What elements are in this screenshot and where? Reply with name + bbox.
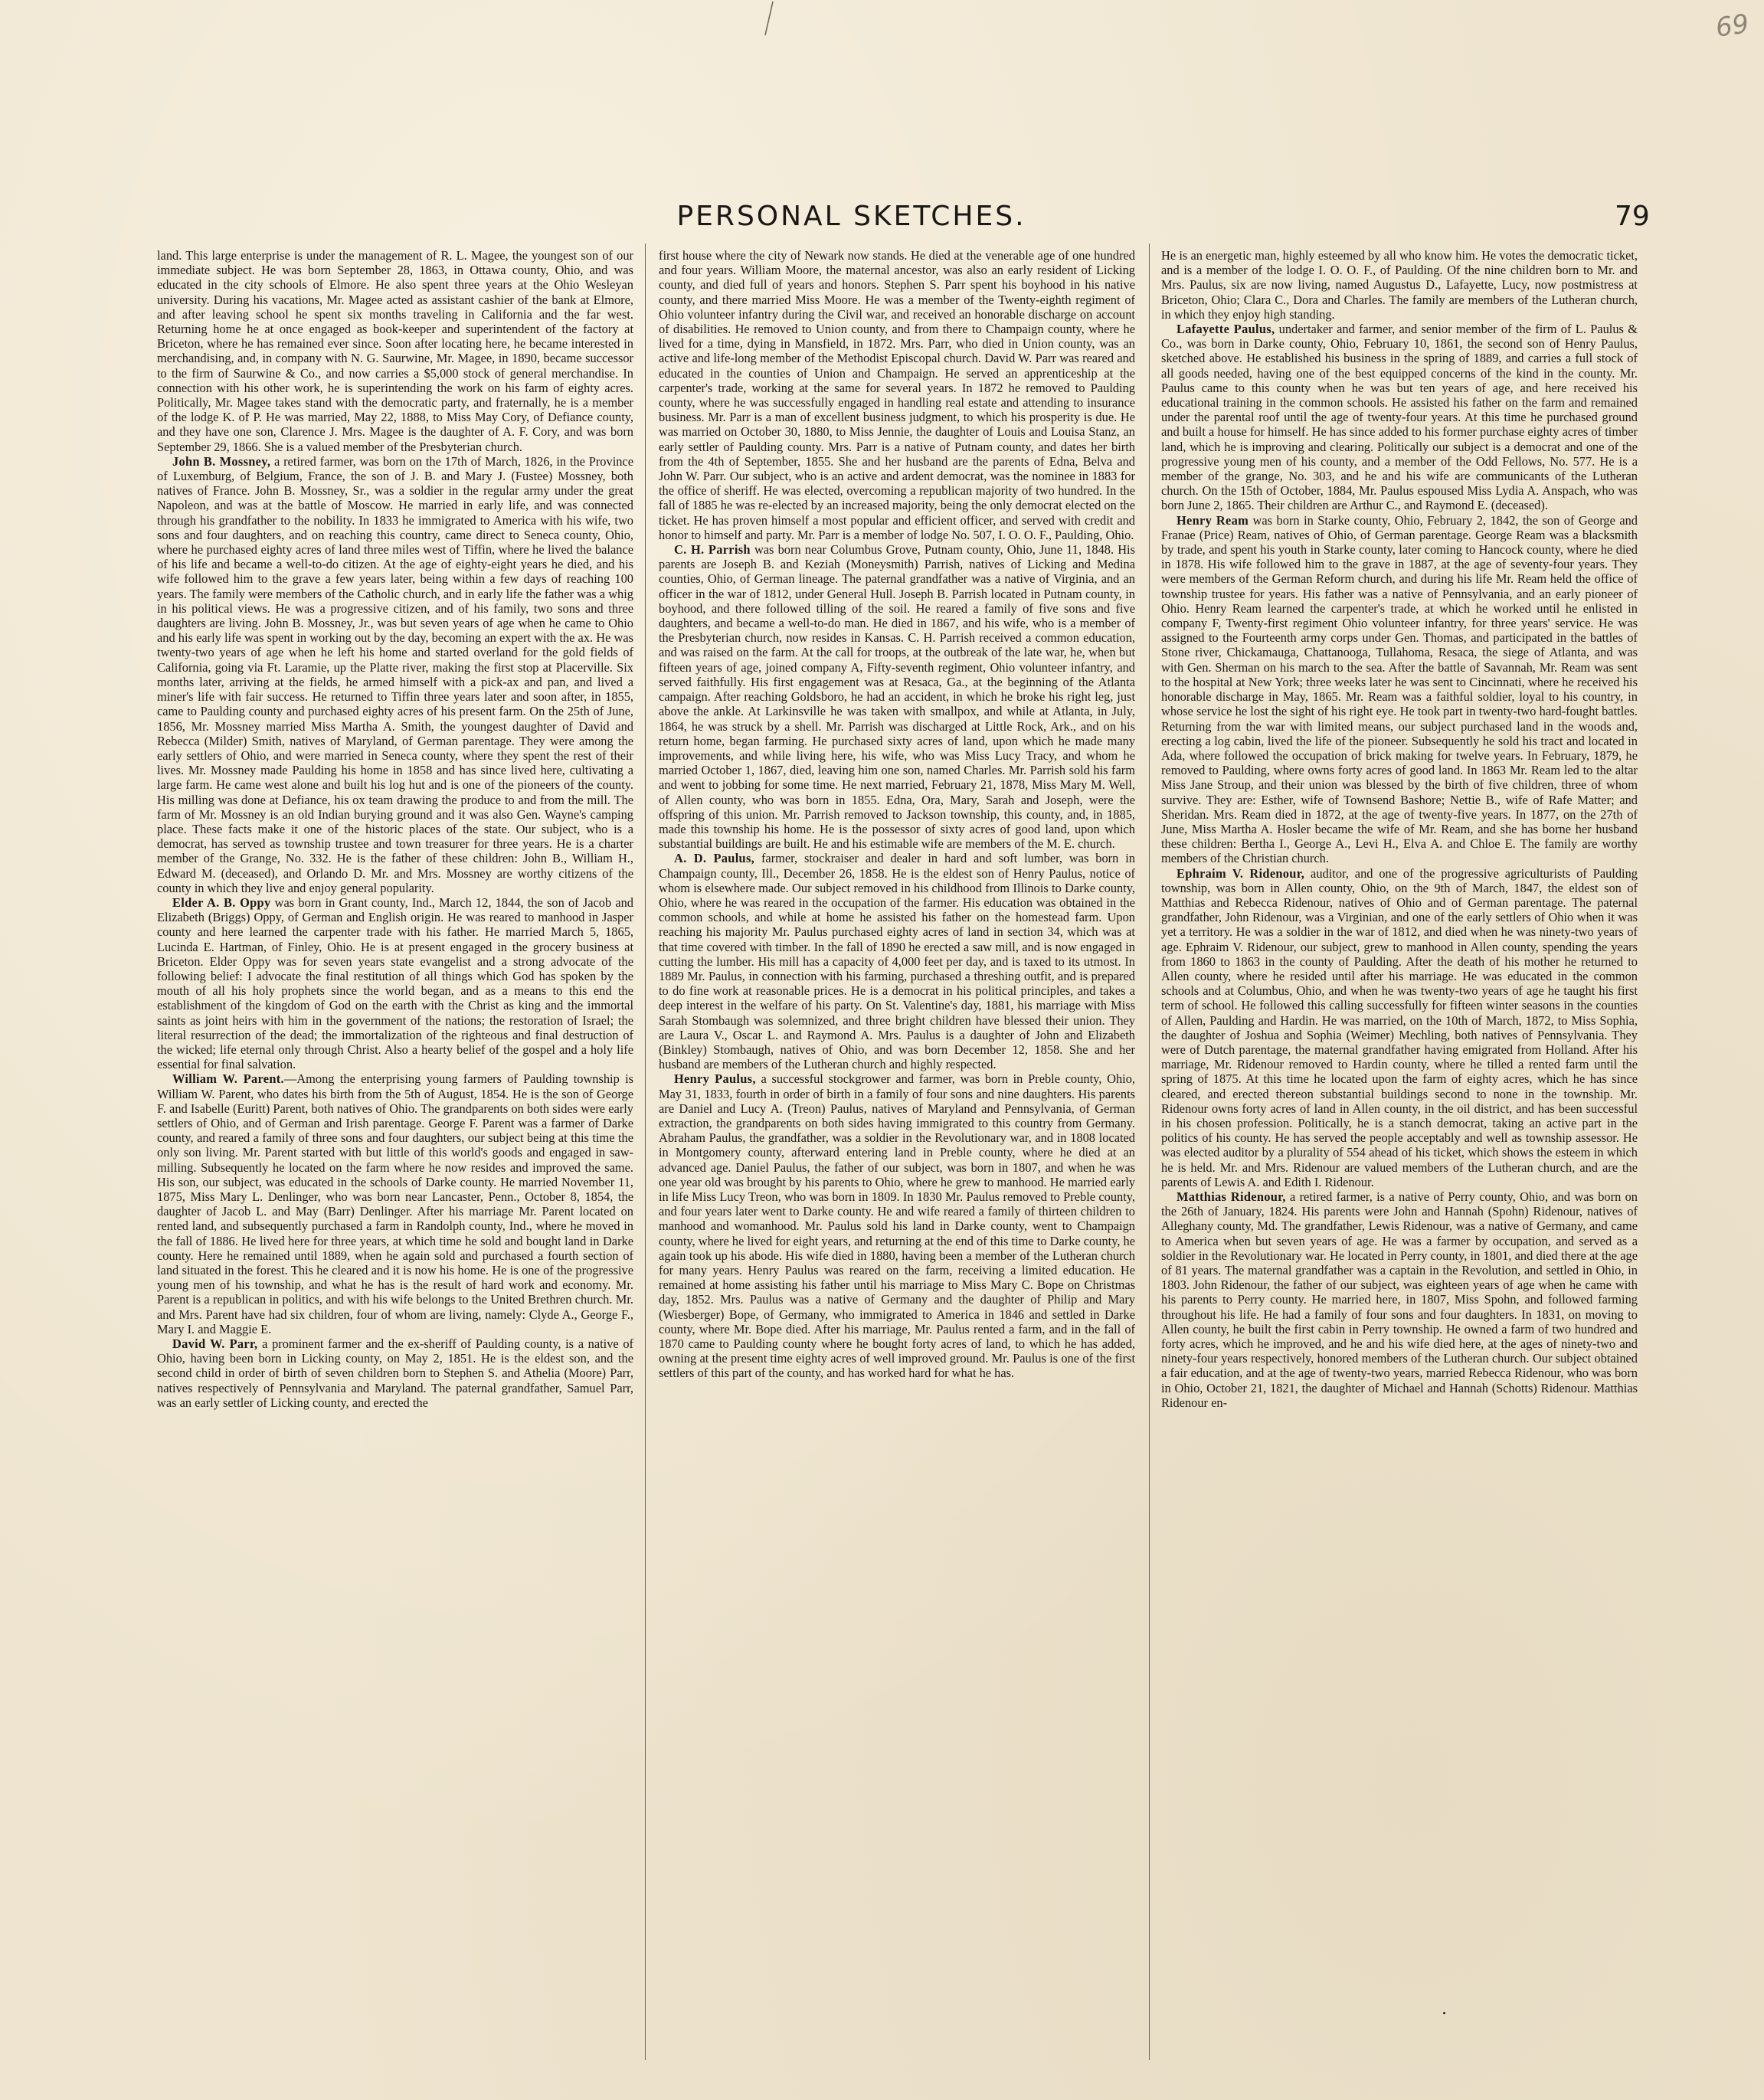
subject-name: Henry Paulus, <box>674 1071 756 1087</box>
sketch-paragraph <box>659 851 1135 1071</box>
paragraph-text: auditor, and one of the progressive agriculturists of Paulding township, was born in Allen county, Ohio, on the 9th of March, 1847, the eldest son of Matthias and Rebecca Ridenour, natives of Ohio and of German parentage. The paternal grandfather, John Ridenour, was a Virginian, and one of the early settlers of Ohio when it was yet a territory. He was a soldier in the war of 1812, and died when he was ninety-two years of age. Ephraim V. Ridenour, our subject, grew to manhood in Allen county, spending the years from 1860 to 1863 in the county of Paulding. After the death of his mother he returned to Allen county, where he resided until after his marriage. He was educated in the common schools and at Columbus, Ohio, and when he was twenty-two years of age he taught his first term of school. He followed this calling successfully for fifteen winter seasons in the counties of Allen, Paulding and Hardin. He was married, on the 10th of March, 1872, to Miss Sophia, the daughter of Joshua and Sophia (Weimer) Mechling, both natives of Pennsylvania. They were of Dutch parentage, the maternal grandfather having emigrated from Holland. After his marriage, Mr. Ridenour removed to Hardin county, where he tilled a rented farm until the spring of 1875. At this time he located upon the farm of eighty acres, which he has since cleared, and erected thereon substantial buildings second to none in the township. Mr. Ridenour owns forty acres of land in Allen county, in the oil district, and has been successful in his chosen profession. Politically, he is a stanch democrat, taking an active part in the politics of his county. He has served the people acceptably and well as township assessor. He was elected auditor by a plurality of 554 ahead of his ticket, which shows the esteem in which he is held. Mr. and Mrs. Ridenour are valued members of the Lutheran church, and are the parents of Lewis A. and Edith I. Ridenour. <box>1161 865 1638 1189</box>
page-number: 79 <box>1615 201 1650 232</box>
sketch-paragraph <box>157 895 633 1071</box>
text-column-3 <box>1161 248 1638 2056</box>
paragraph-text: undertaker and farmer, and senior member of the firm of L. Paulus & Co., was born in Darke county, Ohio, February 10, 1861, the second son of Henry Paulus, sketched above. He established his business in the spring of 1889, and carries a full stock of all goods needed, having one of the best equipped concerns of the kind in the county. Mr. Paulus came to this county when he was but ten years of age, and here received his educational training in the common schools. He assisted his father on the farm and remained under the parental roof until the age of twenty-four years. At this time he purchased ground and built a house for himself. He has since added to his former purchase eighty acres of timber land, which he is improving and clearing. Politically our subject is a democrat and one of the progressive young men of his county, and a member of the Odd Fellows, No. 577. He is a member of the grange, No. 303, and he and his wife are communicants of the Lutheran church. On the 15th of October, 1884, Mr. Paulus espoused Miss Lydia A. Anspach, who was born June 2, 1865. Their children are Arthur C., and Raymond E. (deceased). <box>1161 322 1638 513</box>
column-divider <box>645 244 646 2060</box>
sketch-paragraph <box>157 454 633 895</box>
subject-name: A. D. Paulus, <box>674 851 755 866</box>
subject-name: Matthias Ridenour, <box>1177 1189 1286 1204</box>
paragraph-text: farmer, stockraiser and dealer in hard and soft lumber, was born in Champaign county, Ill., December 26, 1858. He is the eldest son of Henry Paulus, notice of whom is elsewhere made. Our subject removed in his childhood from Illinois to Darke county, Ohio, where he was reared in the occupation of the farmer. His education was obtained in the common schools, and while at home he assisted his father on the homestead farm. Upon reaching his majority Mr. Paulus purchased eighty acres of land in section 34, which was at that time covered with timber. In the fall of 1890 he erected a saw mill, and is now engaged in cutting the lumber. His mill has a capacity of 4,000 feet per day, and is taxed to its utmost. In 1889 Mr. Paulus, in connection with his farming, purchased a threshing outfit, and is prepared to do fine work at reasonable prices. He is a democrat in his political principles, and takes a deep interest in the welfare of his party. On St. Valentine's day, 1881, his marriage with Miss Sarah Stombaugh was solemnized, and three bright children have blessed their union. They are Laura V., Oscar L. and Raymond A. Mrs. Paulus is a daughter of John and Elizabeth (Binkley) Stombaugh, natives of Ohio, and was born December 12, 1858. She and her husband are members of the Lutheran church and highly respected. <box>659 851 1135 1072</box>
pencil-mark <box>754 0 785 40</box>
sketch-paragraph <box>659 248 1135 542</box>
paragraph-text: a retired farmer, was born on the 17th of March, 1826, in the Province of Luxemburg, of Belgium, France, the son of J. B. and Mary J. (Fustee) Mossney, both natives of France. John B. Mossney, Sr., was a soldier in the regular army under the great Napoleon, and was at the battle of Moscow. He married in early life, and was connected through his grandfather to the nobility. In 1833 he immigrated to America with his wife, two sons and four daughters, and on reaching this country, came direct to Seneca county, Ohio, where he purchased eighty acres of land three miles west of Tiffin, where he lived the balance of his life and became a well-to-do citizen. At the age of eighty-eight years he died, and his wife followed him to the grave a few years later, being within a few days of reaching 100 years. The family were members of the Catholic church, and in early life the father was a whig in his political views. He was a progressive citizen, and of his family, two sons and three daughters are living. John B. Mossney, Jr., was but seven years of age when he came to Ohio and his early life was spent in working out by the day, becoming an expert with the ax. He was twenty-two years of age when he left his home and started overland for the gold fields of California, going via Ft. Laramie, up the Platte river, making the first stop at Placerville. Six months later, arriving at the fields, he armed himself with a pick-ax and pan, and lived a miner's life with fair success. He returned to Tiffin three years later and soon after, in 1855, came to Paulding county and purchased eighty acres of his present farm. On the 25th of June, 1856, Mr. Mossney married Miss Martha A. Smith, the youngest daughter of David and Rebecca (Milder) Smith, natives of Maryland, of German parentage. They were among the early settlers of Ohio, and were married in Seneca county, where they spent the rest of their lives. Mr. Mossney made Paulding his home in 1858 and has since lived here, cultivating a large farm. He came west alone and built his log hut and is one of the pioneers of the county. His milling was done at Defiance, his ox team drawing the produce to and from the mill. The farm of Mr. Mossney is an old Indian burying ground and it was also Gen. Wayne's camping place. These facts make it one of the historic places of the state. Our subject, who is a democrat, has served as township trustee and town treasurer for three years. He is a charter member of the Grange, No. 332. He is the father of these children: John B., William H., Edward M. (deceased), and Orlando D. Mr. and Mrs. Mossney are worthy citizens of the county in which they live and enjoy general popularity. <box>157 453 633 895</box>
page-title-text: PERSONAL SKETCHES. <box>676 201 1026 232</box>
sketch-paragraph <box>1161 322 1638 513</box>
sketch-paragraph <box>1161 1189 1638 1410</box>
handwritten-page-mark: 69 <box>1713 8 1751 44</box>
subject-name: Henry Ream <box>1177 512 1249 528</box>
sketch-paragraph <box>157 1336 633 1410</box>
subject-name: Ephraim V. Ridenour, <box>1177 865 1305 881</box>
paragraph-text: a prominent farmer and the ex-sheriff of Paulding county, is a native of Ohio, having been born in Licking county, on May 2, 1851. He is the eldest son, and the second child in order of birth of seven children born to Stephen S. and Athelia (Moore) Parr, natives respectively of Pennsylvania and Maryland. The paternal grandfather, Samuel Parr, was an early settler of Licking county, and erected the <box>157 1336 633 1410</box>
sketch-paragraph <box>1161 248 1638 322</box>
subject-name: John B. Mossney, <box>172 453 271 469</box>
paragraph-text: was born in Grant county, Ind., March 12, 1844, the son of Jacob and Elizabeth (Briggs) Oppy, of German and English origin. He was reared to manhood in Jasper county and here learned the carpenter trade with his father. He married March 5, 1865, Lucinda E. Hartman, of Finley, Ohio. He is at present engaged in the grocery business at Briceton. Elder Oppy was for seven years state evangelist and a strong advocate of the following belief: I advocate the final restitution of all things which God has spoken by the mouth of all his holy prophets since the world began, and as a means to this end the establishment of the kingdom of God on the earth with the Christ as king and the immortal saints as joint heirs with him in the government of the nations; the restoration of Israel; the literal resurrection of the dead; the immortalization of the righteous and final destruction of the wicked; life eternal only through Christ. Also a hearty belief of the gospel and a holy life essential for final salvation. <box>157 895 633 1072</box>
subject-name: David W. Parr, <box>172 1336 258 1352</box>
sketch-paragraph <box>1161 513 1638 866</box>
paragraph-text: a successful stockgrower and farmer, was born in Preble county, Ohio, May 31, 1833, fourth in order of birth in a family of four sons and nine daughters. His parents are Daniel and Lucy A. (Treon) Paulus, natives of Maryland and Pennsylvania, of German extraction, the grandparents on both sides having immigrated to this country from Germany. Abraham Paulus, the grandfather, was a soldier in the Revolutionary war, and in 1808 located in Montgomery county, afterward entering land in Preble county, where he died at an advanced age. Daniel Paulus, the father of our subject, was born in 1807, and when he was one year old was brought by his parents to Ohio, where he grew to manhood. He married early in life Miss Lucy Treon, who was born in 1809. In 1830 Mr. Paulus removed to Preble county, and four years later went to Darke county. He and wife reared a family of thirteen children to manhood and womanhood. Mr. Paulus sold his land in Darke county, went to Champaign county, where he lived for eight years, and returning at the end of this time to Darke county, he again took up his abode. His wife died in 1880, having been a member of the Lutheran church for many years. Henry Paulus was reared on the farm, receiving a limited education. He remained at home assisting his father until his marriage to Miss Mary C. Bope on Christmas day, 1852. Mrs. Paulus was a native of Germany and the daughter of Philip and Mary (Wiesberger) Bope, of Germany, who immigrated to America in 1846 and settled in Darke county, where Mr. Bope died. After his marriage, Mr. Paulus rented a farm, and in the fall of 1870 came to Paulding county where he bought forty acres of land, to which he has added, owning at the present time eighty acres of well improved ground. Mr. Paulus is one of the first settlers of this part of the county, and has worked hard for what he has. <box>659 1071 1135 1381</box>
paragraph-text: a retired farmer, is a native of Perry county, Ohio, and was born on the 26th of January, 1824. His parents were John and Hannah (Spohn) Ridenour, natives of Alleghany county, Md. The grandfather, Lewis Ridenour, was a native of Germany, and came to America when but seven years of age. He was a farmer by occupation, and served as a soldier in the Revolutionary war. He located in Perry county, in 1801, and died there at the age of 81 years. The maternal grandfather was a captain in the Revolution, and settled in Ohio, in 1803. John Ridenour, the father of our subject, was eighteen years of age when he came with his parents to Perry county. He married here, in 1807, Miss Spohn, and followed farming throughout his life. He had a family of four sons and four daughters. In 1831, on moving to Allen county, he built the first cabin in Perry township. He owned a farm of two hundred and forty acres, which he improved, and he and his wife died here, at the ages of ninety-two and ninety-four years respectively, honored members of the Lutheran church. Our subject obtained a fair education, and at the age of twenty-two years, married Rebecca Ridenour, who was born in Ohio, October 21, 1821, the daughter of Michael and Hannah (Schotts) Ridenour. Matthias Ridenour en- <box>1161 1189 1638 1410</box>
subject-name: C. H. Parrish <box>674 542 751 558</box>
column-divider <box>1149 244 1150 2060</box>
paper-speck <box>1443 2012 1445 2014</box>
sketch-paragraph <box>659 1071 1135 1380</box>
subject-name: Lafayette Paulus, <box>1177 322 1275 337</box>
sketch-paragraph <box>157 1071 633 1336</box>
sketch-paragraph <box>157 248 633 454</box>
sketch-paragraph <box>1161 866 1638 1189</box>
paragraph-text: first house where the city of Newark now stands. He died at the venerable age of one hundred and four years. William Moore, the maternal ancestor, was also an early resident of Licking county, and died full of years and honors. Stephen S. Parr spent his boyhood in his native county, and there married Miss Moore. He was a member of the Twenty-eighth regiment of Ohio volunteer infantry during the Civil war, and received an honorable discharge on account of disabilities. He removed to Union county, and from there to Champaign county, where he lived for a time, dying in Mansfield, in 1872. Mrs. Parr, who died in Union county, was an active and life-long member of the Methodist Episcopal church. David W. Parr was reared and educated in the counties of Union and Champaign. He served an apprenticeship at the carpenter's trade, working at the same for several years. In 1872 he removed to Paulding county, where he was successfully engaged in handling real estate and attending to insurance business. Mr. Parr is a man of excellent business judgment, to which his prosperity is due. He was married on October 30, 1880, to Miss Jennie, the daughter of Louis and Louisa Stanz, an early settler of Paulding county. Mrs. Parr is a native of Putnam county, and dates her birth from the 4th of September, 1855. She and her husband are the parents of Edna, Belva and John W. Parr. Our subject, who is an active and ardent democrat, was the nominee in 1883 for the office of sheriff. He was elected, overcoming a republican majority of two hundred. In the fall of 1885 he was re-elected by an increased majority, being the only democrat elected on the ticket. He has proven himself a most popular and efficient officer, and served with credit and honor to himself and party. Mr. Parr is a member of lodge No. 507, I. O. O. F., Paulding, Ohio. <box>659 248 1135 542</box>
paragraph-text: He is an energetic man, highly esteemed by all who know him. He votes the democratic ticket, and is a member of the lodge I. O. O. F., of Paulding. Of the nine children born to Mr. and Mrs. Paulus, six are now living, named Augustus D., Lafayette, Lucy, now postmistress at Briceton, Ohio; Clara C., Dora and Charles. The family are members of the Lutheran church, in which they enjoy high standing. <box>1161 248 1638 322</box>
paragraph-text: land. This large enterprise is under the management of R. L. Magee, the youngest son of our immediate subject. He was born September 28, 1863, in Ottawa county, Ohio, and was educated in the city schools of Elmore. He also spent three years at the Ohio Wesleyan university. During his vacations, Mr. Magee acted as assistant cashier of the bank at Elmore, and after leaving school he spent six months traveling in California and the far west. Returning home he at once engaged as book-keeper and superintendent of the factory at Briceton, where he has remained ever since. Soon after locating here, he became interested in merchandising, and, in company with N. G. Saurwine, Mr. Magee, in 1890, became successor to the firm of Saurwine & Co., and now carries a $5,000 stock of general merchandise. In connection with his other work, he is superintending the work on his farm of eighty acres. Politically, Mr. Magee takes stand with the democratic party, and fraternally, he is a member of the lodge K. of P. He was married, May 22, 1888, to Miss May Cory, of Defiance county, and they have one son, Clarence J. Mrs. Magee is the daughter of A. F. Cory, and was born September 29, 1866. She is a valued member of the Presbyterian church. <box>157 248 633 454</box>
text-column-1 <box>157 248 633 2056</box>
page-title <box>0 201 1764 232</box>
text-column-2 <box>659 248 1135 2056</box>
subject-name: William W. Parent. <box>172 1071 284 1087</box>
sketch-paragraph <box>659 542 1135 851</box>
subject-name: Elder A. B. Oppy <box>172 895 271 910</box>
paragraph-text: was born in Starke county, Ohio, February 2, 1842, the son of George and Franae (Price) Ream, natives of Ohio, of German parentage. George Ream was a blacksmith by trade, and spent his youth in Starke county, later coming to Hancock county, where he died in 1878. His wife followed him to the grave in 1887, at the age of seventy-four years. They were members of the German Reform church, and during his life Mr. Ream held the office of township trustee for years. His father was a native of Pennsylvania, and an early pioneer of Ohio. Henry Ream learned the carpenter's trade, at which he worked until he enlisted in company F, Twenty-first regiment Ohio volunteer infantry, for three years' service. He was assigned to the Fourteenth army corps under Gen. Thomas, and participated in the battles of Stone river, Chickamauga, Chattanooga, Tullahoma, Resaca, the siege of Atlanta, and was with Gen. Sherman on his march to the sea. After the battle of Savannah, Mr. Ream was sent to the hospital at New York; three weeks later he was sent to Cincinnati, where he received his honorable discharge in May, 1865. Mr. Ream was a faithful soldier, loyal to his country, in whose service he lost the sight of his right eye. He took part in twenty-two hard-fought battles. Returning from the war with limited means, our subject purchased land in the woods and, erecting a log cabin, lived the life of the pioneer. Subsequently he sold his tract and located in Ada, where followed the occupation of brick making for twelve years. In February, 1879, he removed to Paulding, where owns forty acres of good land. In 1863 Mr. Ream led to the altar Miss Jane Stroup, and their union was blessed by the birth of five children, three of whom survive. They are: Esther, wife of Townsend Bashore; Nettie B., wife of Rafe Matter; and Sheridan. Mrs. Ream died in 1872, at the age of twenty-five years. In 1877, on the 27th of June, Miss Martha A. Hosler became the wife of Mr. Ream, and she has borne her husband these children: Bertha I., George A., Levi H., Elva A. and Chloe E. The family are worthy members of the Christian church. <box>1161 512 1638 866</box>
paragraph-text: —Among the enterprising young farmers of Paulding township is William W. Parent, who dates his birth from the 5th of August, 1854. He is the son of George F. and Isabelle (Euritt) Parent, both natives of Ohio. The grandparents on both sides were early settlers of Ohio, and of German and Irish parentage. George F. Parent was a farmer of Darke county, and reared a family of three sons and four daughters, our subject being at this time the only son living. Mr. Parent started with but little of this world's goods and engaged in saw-milling. Subsequently he located on the farm where he now resides and improved the same. His son, our subject, was educated in the schools of Darke county. He married November 11, 1875, Miss Mary L. Denlinger, who was born near Lancaster, Penn., October 8, 1854, the daughter of Jacob L. and May (Barr) Denlinger. After his marriage Mr. Parent located on rented land, and subsequently purchased a farm in Randolph county, Ind., where he moved in the fall of 1886. He lived here for three years, at which time he sold and bought land in Darke county. Here he remained until 1889, when he again sold and purchased a fourth section of land situated in the forest. This he cleared and it is now his home. He is one of the progressive young men of his township, and what he has is the result of hard work and economy. Mr. Parent is a republican in politics, and with his wife belongs to the United Brethren church. Mr. and Mrs. Parent have had six children, four of whom are living, namely: Clyde A., George F., Mary I. and Maggie E. <box>157 1071 633 1336</box>
paragraph-text: was born near Columbus Grove, Putnam county, Ohio, June 11, 1848. His parents are Joseph B. and Keziah (Moneysmith) Parrish, natives of Licking and Medina counties, Ohio, of German lineage. The paternal grandfather was a native of Virginia, and an officer in the war of 1812, under General Hull. Joseph B. Parrish located in Putnam county, in boyhood, and there followed tilling of the soil. He reared a family of five sons and five daughters, and became a well-to-do man. He died in 1867, and his wife, who is a member of the Presbyterian church, now resides in Kansas. C. H. Parrish received a common education, and was raised on the farm. At the call for troops, at the outbreak of the late war, he, when but fifteen years of age, joined company A, Fifty-seventh regiment, Ohio volunteer infantry, and served faithfully. His first engagement was at Resaca, Ga., at the beginning of the Atlanta campaign. After reaching Goldsboro, he had an accident, in which he broke his right leg, just above the ankle. At Larkinsville he was taken with smallpox, and while at Atlanta, in July, 1864, he was struck by a shell. Mr. Parrish was discharged at Little Rock, Ark., and on his return home, began farming. He purchased sixty acres of land, upon which he made many improvements, and while living here, his wife, who was Miss Lucy Tracy, and whom he married October 1, 1867, died, leaving him one son, named Charles. Mr. Parrish sold his farm and went to jobbing for some time. He next married, February 21, 1878, Miss Mary M. Well, of Allen county, who was born in 1855. Edna, Ora, Mary, Sarah and Joseph, were the offspring of this union. Mr. Parrish removed to Jackson township, this county, and, in 1885, made this township his home. He is the possessor of sixty acres of good land, upon which substantial buildings are built. He and his estimable wife are members of the M. E. church. <box>659 542 1135 852</box>
